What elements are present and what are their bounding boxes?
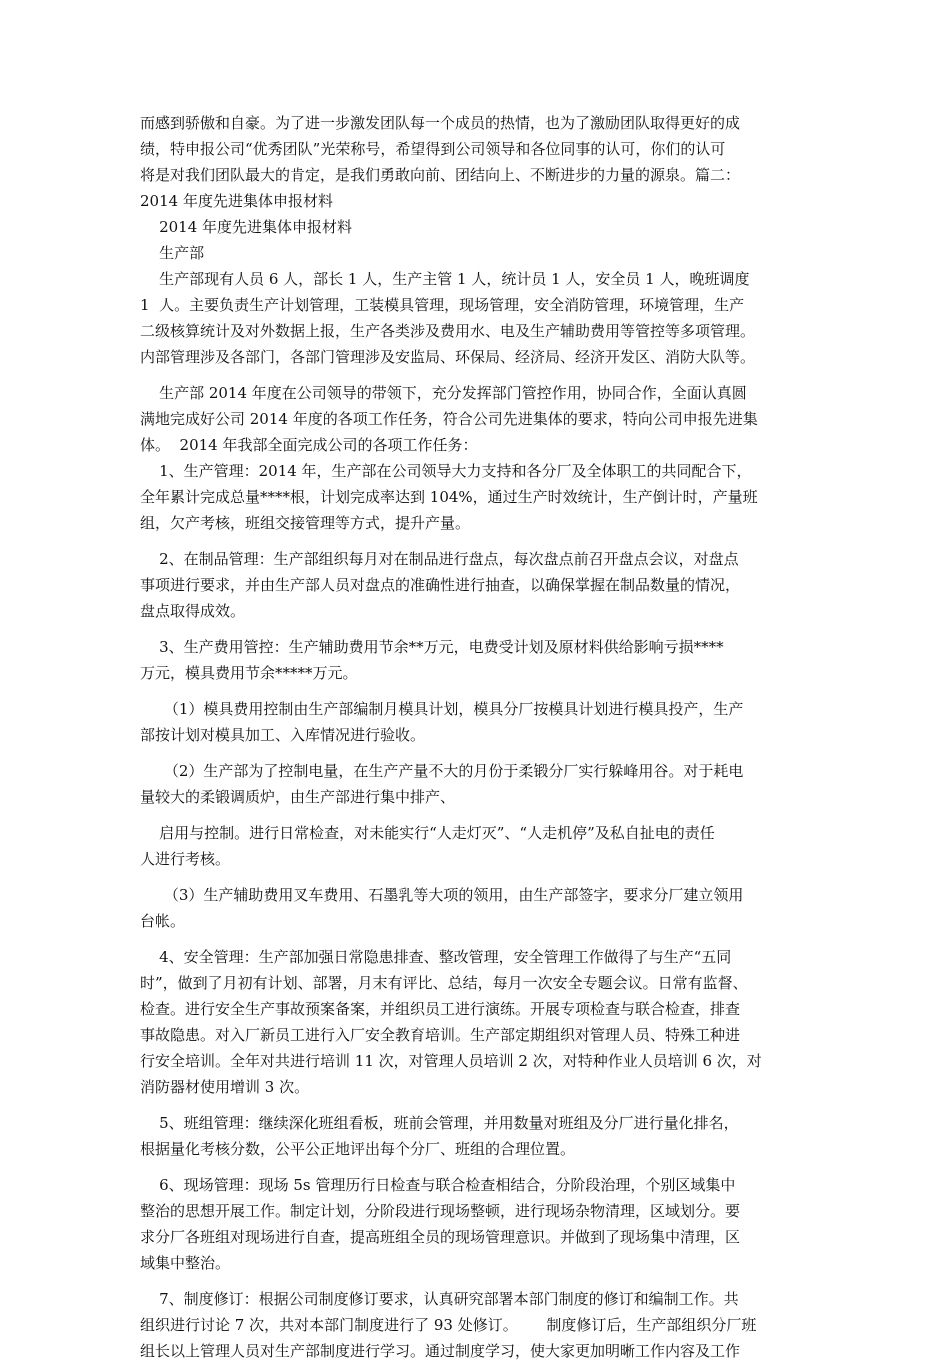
paragraph-gap [140, 624, 812, 634]
text-line: 体。 2014 年我部全面完成公司的各项工作任务： [140, 436, 478, 454]
paragraph-gap [140, 686, 812, 696]
text-line: 人进行考核。 [140, 850, 231, 868]
paragraph-gap [140, 810, 812, 820]
text-line: 盘点取得成效。 [140, 602, 246, 620]
text-line: （2）生产部为了控制电量，在生产产量不大的月份于柔锻分厂实行躲峰用谷。对于耗电 [140, 762, 744, 780]
text-line: 生产部现有人员 6 人，部长 1 人，生产主管 1 人，统计员 1 人，安全员 1 人，晚班调度 [140, 270, 750, 288]
text-line: 7、制度修订：根据公司制度修订要求，认真研究部署本部门制度的修订和编制工作。共 [140, 1290, 739, 1308]
text-line: 求分厂各班组对现场进行自查，提高班组全员的现场管理意识。并做到了现场集中清理，区 [140, 1228, 741, 1246]
paragraph [140, 1172, 812, 1276]
text-line: 1、生产管理：2014 年，生产部在公司领导大力支持和各分厂及全体职工的共同配合下， [140, 462, 752, 480]
paragraph [140, 758, 812, 810]
text-line: 1 人。主要负责生产计划管理，工装模具管理，现场管理，安全消防管理，环境管理，生产 [140, 296, 745, 314]
document-page [140, 110, 812, 1364]
text-line: 生产部 2014 年度在公司领导的带领下，充分发挥部门管控作用，协同合作，全面认真圆 [140, 384, 747, 402]
text-line: 组，欠产考核，班组交接管理等方式，提升产量。 [140, 514, 471, 532]
paragraph-gap [140, 1276, 812, 1286]
text-line: 台帐。 [140, 912, 186, 930]
text-line: 行安全培训。全年对共进行培训 11 次，对管理人员培训 2 次，对特种作业人员培训 6 次，对 [140, 1052, 762, 1070]
paragraph [140, 696, 812, 748]
text-line: 满地完成好公司 2014 年度的各项工作任务，符合公司先进集体的要求，特向公司申报先进集 [140, 410, 758, 428]
text-line: 时”，做到了月初有计划、部署，月末有评比、总结，每月一次安全专题会议。日常有监督、 [140, 974, 748, 992]
text-line: 量较大的柔锻调质炉，由生产部进行集中排产、 [140, 788, 456, 806]
text-line: 域集中整治。 [140, 1254, 231, 1272]
text-line: （3）生产辅助费用叉车费用、石墨乳等大项的领用，由生产部签字，要求分厂建立领用 [140, 886, 744, 904]
text-line: 将是对我们团队最大的肯定，是我们勇敢向前、团结向上、不断进步的力量的源泉。篇二： [140, 166, 741, 184]
paragraph [140, 882, 812, 934]
paragraph [140, 820, 812, 872]
text-line: 二级核算统计及对外数据上报，生产各类涉及费用水、电及生产辅助费用等管控等多项管理。 [140, 322, 756, 340]
text-line: 整治的思想开展工作。制定计划，分阶段进行现场整顿，进行现场杂物清理，区域划分。要 [140, 1202, 741, 1220]
paragraph-gap [140, 748, 812, 758]
text-line: 而感到骄傲和自豪。为了进一步激发团队每一个成员的热情，也为了激励团队取得更好的成 [140, 114, 741, 132]
text-line: 消防器材使用增训 3 次。 [140, 1078, 310, 1096]
text-line: 2014 年度先进集体申报材料 [140, 218, 353, 236]
text-line: 万元，模具费用节余*****万元。 [140, 664, 358, 682]
text-line: 4、安全管理：生产部加强日常隐患排查、整改管理，安全管理工作做得了与生产“五同 [140, 948, 732, 966]
paragraph [140, 944, 812, 1100]
paragraph-gap [140, 536, 812, 546]
paragraph-gap [140, 1162, 812, 1172]
text-line: 全年累计完成总量****根，计划完成率达到 104%，通过生产时效统计，生产倒计时，产量班 [140, 488, 758, 506]
text-line: 2、在制品管理：生产部组织每月对在制品进行盘点，每次盘点前召开盘点会议，对盘点 [140, 550, 739, 568]
text-line: 绩，特申报公司“优秀团队”光荣称号，希望得到公司领导和各位同事的认可，你们的认可 [140, 140, 726, 158]
paragraph-gap [140, 934, 812, 944]
text-line: 5、班组管理：继续深化班组看板，班前会管理，并用数量对班组及分厂进行量化排名， [140, 1114, 739, 1132]
paragraph-gap [140, 1100, 812, 1110]
text-line: 组长以上管理人员对生产部制度进行学习。通过制度学习，使大家更加明晰工作内容及工作 [140, 1342, 741, 1360]
paragraph-gap [140, 872, 812, 882]
text-line: 部按计划对模具加工、入库情况进行验收。 [140, 726, 426, 744]
text-line: 2014 年度先进集体申报材料 [140, 192, 333, 210]
text-line: 事项进行要求，并由生产部人员对盘点的准确性进行抽查，以确保掌握在制品数量的情况， [140, 576, 741, 594]
text-line: 检查。进行安全生产事故预案备案，并组织员工进行演练。开展专项检查与联合检查，排查 [140, 1000, 741, 1018]
text-line: 事故隐患。对入厂新员工进行入厂安全教育培训。生产部定期组织对管理人员、特殊工种进 [140, 1026, 741, 1044]
text-line: 生产部 [140, 244, 205, 262]
text-line: （1）模具费用控制由生产部编制月模具计划，模具分厂按模具计划进行模具投产，生产 [140, 700, 744, 718]
paragraph [140, 634, 812, 686]
paragraph [140, 1110, 812, 1162]
text-line: 组织进行讨论 7 次，共对本部门制度进行了 93 处修订。 制度修订后，生产部组织分厂班 [140, 1316, 757, 1334]
text-line: 6、现场管理：现场 5s 管理历行日检查与联合检查相结合，分阶段治理，个别区域集中 [140, 1176, 736, 1194]
paragraph [140, 546, 812, 624]
paragraph [140, 380, 812, 536]
text-line: 3、生产费用管控：生产辅助费用节余**万元，电费受计划及原材料供给影响亏损**** [140, 638, 724, 656]
text-line: 内部管理涉及各部门，各部门管理涉及安监局、环保局、经济局、经济开发区、消防大队等。 [140, 348, 756, 366]
text-line: 根据量化考核分数，公平公正地评出每个分厂、班组的合理位置。 [140, 1140, 576, 1158]
paragraph [140, 1286, 812, 1364]
paragraph [140, 110, 812, 370]
paragraph-gap [140, 370, 812, 380]
text-line: 启用与控制。进行日常检查，对未能实行“人走灯灭”、“人走机停”及私自扯电的责任 [140, 824, 715, 842]
